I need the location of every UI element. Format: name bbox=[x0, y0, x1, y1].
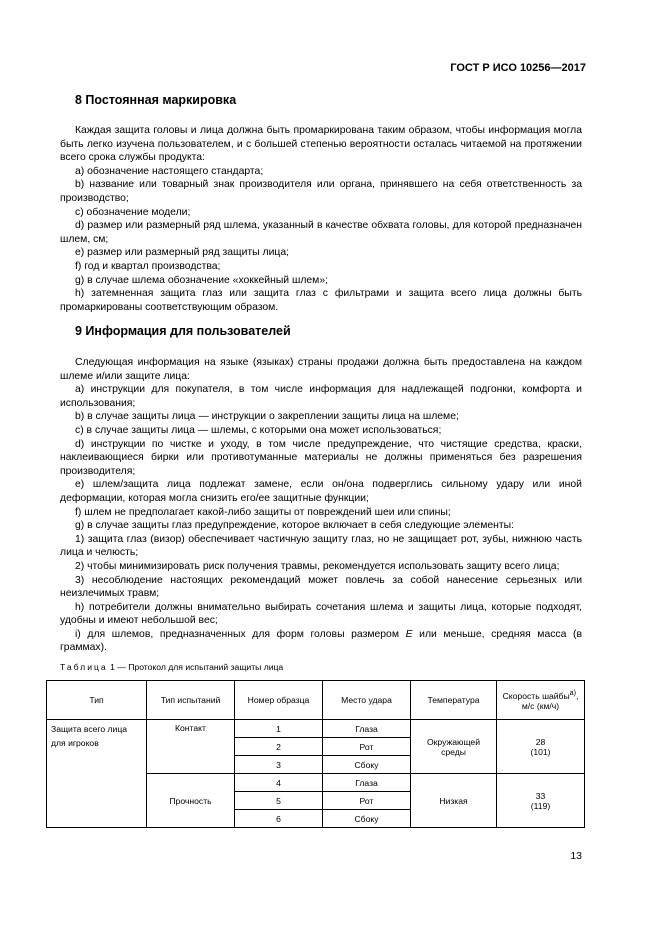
speed-ms: 28 bbox=[535, 736, 546, 747]
cell-temperature-low: Низкая bbox=[411, 774, 497, 828]
section-8-title: 8 Постоянная маркировка bbox=[75, 93, 237, 107]
list-item: d) размер или размерный ряд шлема, указанный в качестве обхвата головы, для которой предназначен шлем, см; bbox=[60, 220, 582, 245]
list-item: 1) защита глаз (визор) обеспечивает частичную защиту глаз, но не защищает рот, зубы, нижнюю часть лица и челюсть; bbox=[60, 533, 582, 559]
section-9-body bbox=[60, 356, 582, 655]
section-9-intro: Следующая информация на языке (языках) страны продажи должна быть предоставлена на каждом шлеме и/или защите лица: bbox=[60, 357, 582, 382]
header-type: Тип bbox=[47, 681, 147, 720]
list-item: e) размер или размерный ряд защиты лица; bbox=[75, 247, 290, 259]
list-item: a) обозначение настоящего стандарта; bbox=[75, 165, 264, 177]
list-item: 3) несоблюдение настоящих рекомендаций может повлечь за собой нанесение серьезных или неизлечимых травм; bbox=[60, 574, 582, 600]
list-item: d) инструкции по чистке и уходу, в том числе предупреждение, что чистящие средства, краски, наклеивающиеся бирки или противотуманные материалы не должны применяться без разрешения производителя; bbox=[60, 438, 582, 477]
cell-impact: Глаза bbox=[323, 720, 411, 738]
cell-sample: 6 bbox=[235, 810, 323, 828]
cell-impact: Сбоку bbox=[323, 810, 411, 828]
list-item: e) шлем/защита лица подлежат замене, если он/она подверглись сильному удару или иной деформации, которая могла снизить его/ее защитные функции; bbox=[60, 479, 582, 504]
cell-sample: 3 bbox=[235, 756, 323, 774]
speed-kmh: (119) bbox=[530, 800, 551, 811]
list-item: f) год и квартал производства; bbox=[75, 260, 221, 272]
table-caption-text: 1 — Протокол для испытаний защиты лица bbox=[107, 662, 284, 672]
cell-speed-strength bbox=[497, 774, 585, 828]
list-item: b) в случае защиты лица — инструкции о закреплении защиты лица на шлеме; bbox=[75, 411, 459, 423]
section-8-intro: Каждая защита головы и лица должна быть промаркирована таким образом, чтобы информация могла быть легко изучена пользователем, и с большей степенью вероятности осталась читаемой на протяжении всего срока службы продукта: bbox=[60, 125, 582, 164]
cell-temperature-ambient: Окружающей среды bbox=[411, 720, 497, 774]
cell-speed-contact bbox=[497, 720, 585, 774]
item-i-size: E bbox=[405, 628, 413, 640]
table-row bbox=[47, 720, 585, 738]
cell-impact: Сбоку bbox=[323, 756, 411, 774]
header-speed: Скорость шайбы$^{а)}$, м/с (км/ч) bbox=[497, 681, 585, 720]
list-item-i bbox=[60, 628, 582, 655]
list-item: h) затемненная защита глаз или защита глаз с фильтрами и защита всего лица должны быть промаркированы соответствующим образом. bbox=[60, 288, 582, 313]
cell-sample: 5 bbox=[235, 792, 323, 810]
list-item: c) в случае защиты лица — шлемы, с которыми она может использоваться; bbox=[75, 424, 442, 436]
section-8-body bbox=[60, 124, 582, 314]
list-item: 2) чтобы минимизировать риск получения травмы, рекомендуется использовать защиту всего лица; bbox=[75, 560, 560, 572]
list-item: g) в случае защиты глаз предупреждение, которое включает в себя следующие элементы: bbox=[75, 520, 514, 532]
header-sample: Номер образца bbox=[235, 681, 323, 720]
test-protocol-table bbox=[46, 680, 585, 828]
cell-test-contact: Контакт bbox=[147, 720, 235, 774]
cell-impact: Рот bbox=[323, 738, 411, 756]
list-item: h) потребители должны внимательно выбирать сочетания шлема и защиты лица, которые подходят, удобны и имеют небольшой вес; bbox=[60, 601, 582, 627]
cell-test-strength: Прочность bbox=[147, 774, 235, 828]
list-item: c) обозначение модели; bbox=[75, 206, 191, 218]
table-caption bbox=[60, 662, 283, 672]
page-number: 13 bbox=[570, 850, 582, 862]
list-item: g) в случае шлема обозначение «хоккейный шлем»; bbox=[75, 274, 328, 286]
header-impact: Место удара bbox=[323, 681, 411, 720]
speed-kmh: (101) bbox=[530, 746, 551, 757]
section-9-title: 9 Информация для пользователей bbox=[75, 324, 291, 338]
header-temperature: Температура bbox=[411, 681, 497, 720]
cell-type: Защита всего лица для игроков bbox=[47, 720, 147, 828]
speed-ms: 33 bbox=[535, 790, 546, 801]
list-item: a) инструкции для покупателя, в том числе информация для надлежащей подгонки, комфорта и использования; bbox=[60, 384, 582, 409]
item-i-post: или меньше, средняя масса (в граммах). bbox=[60, 628, 582, 654]
cell-impact: Глаза bbox=[323, 774, 411, 792]
cell-impact: Рот bbox=[323, 792, 411, 810]
footnote-mark: а) bbox=[569, 689, 577, 698]
item-i-pre: i) для шлемов, предназначенных для форм головы размером bbox=[75, 628, 406, 640]
table-caption-label: Таблица bbox=[60, 662, 108, 672]
header-speed-unit: м/с (км/ч) bbox=[521, 700, 560, 711]
cell-sample: 4 bbox=[235, 774, 323, 792]
header-test-type: Тип испытаний bbox=[147, 681, 235, 720]
header-speed-label: Скорость шайбы bbox=[502, 690, 570, 701]
list-item: f) шлем не предполагает какой-либо защиты от повреждений шеи или спины; bbox=[75, 506, 451, 518]
cell-sample: 2 bbox=[235, 738, 323, 756]
table-header-row bbox=[47, 681, 585, 720]
document-header: ГОСТ Р ИСО 10256—2017 bbox=[450, 62, 586, 74]
cell-sample: 1 bbox=[235, 720, 323, 738]
list-item: b) название или товарный знак производителя или органа, принявшего на себя ответственность за производство; bbox=[60, 179, 582, 204]
